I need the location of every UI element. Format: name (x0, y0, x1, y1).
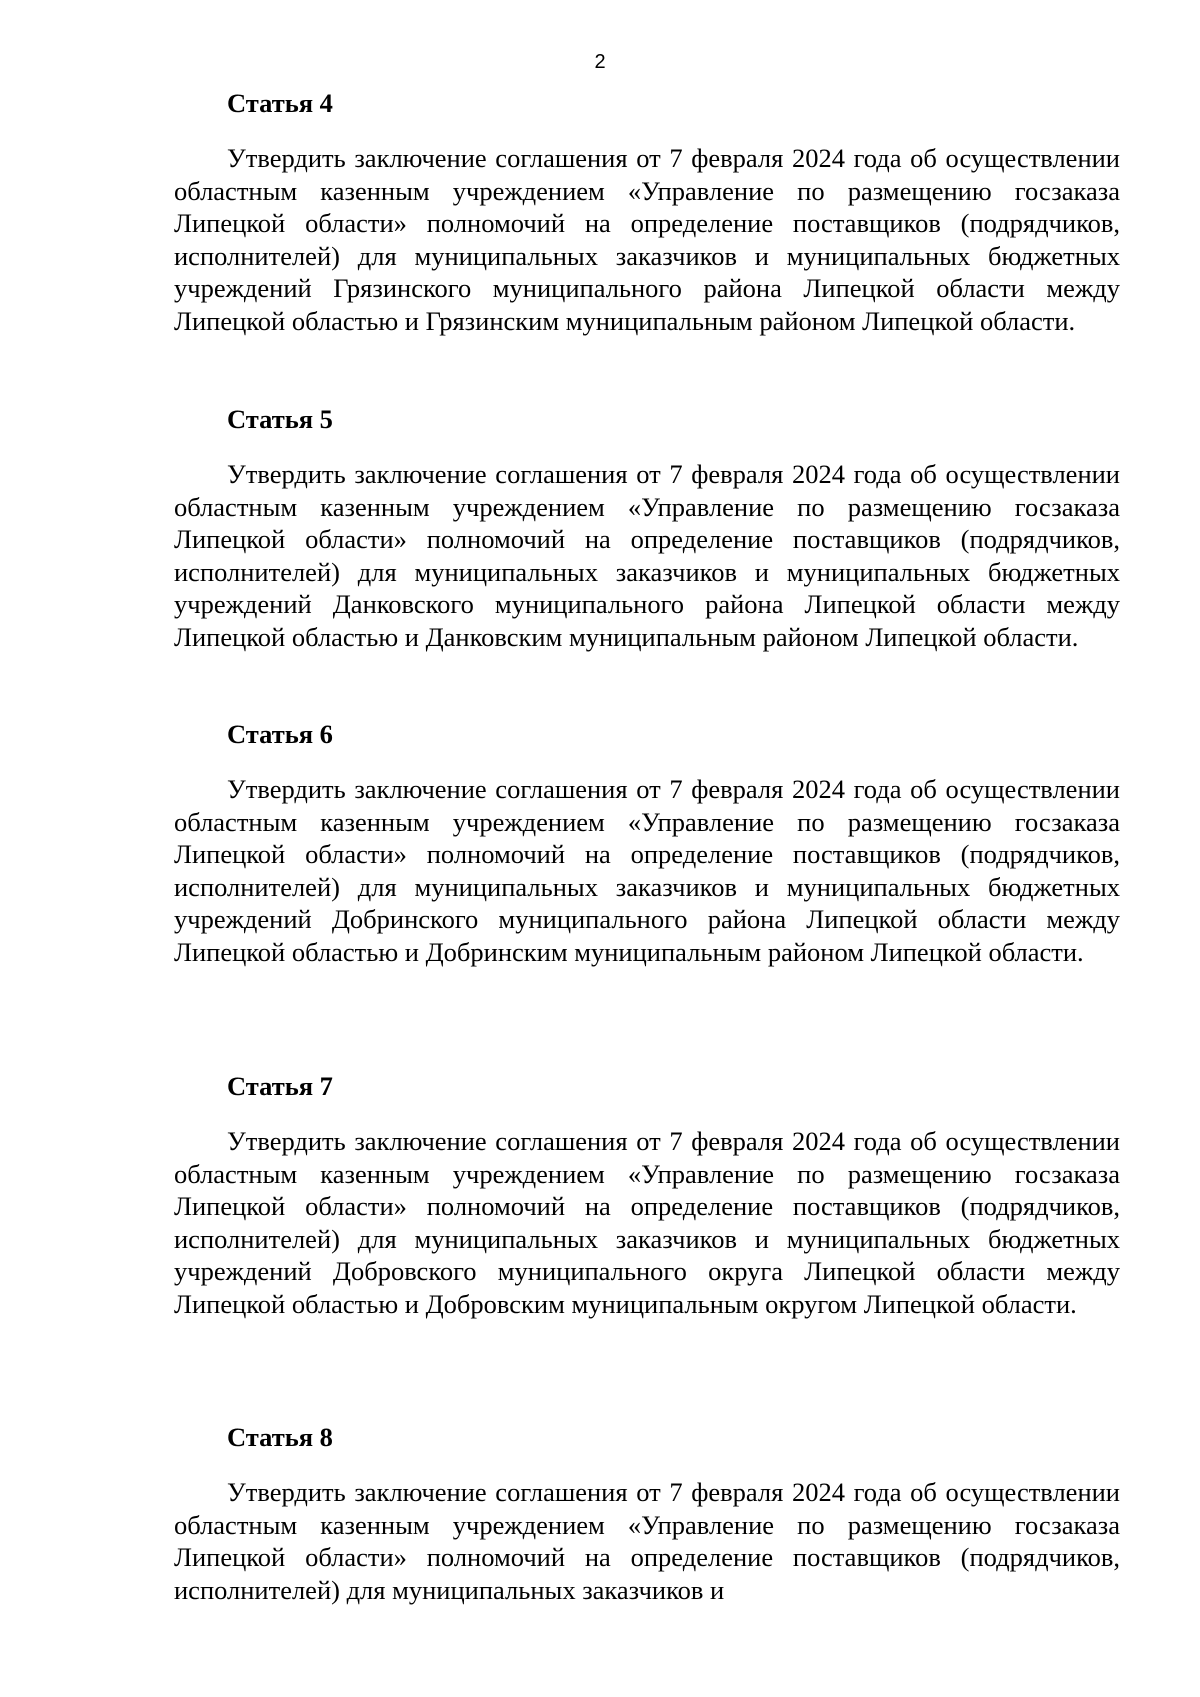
article-body: Утвердить заключение соглашения от 7 февраля 2024 года об осуществлении областным казенным учреждением «Управление по размещению госзаказа Липецкой области» полномочий на определение поставщиков (подрядчиков, исполнителей) для муниципальных заказчиков и (174, 1477, 1120, 1605)
article-4 (174, 88, 1120, 338)
article-body: Утвердить заключение соглашения от 7 февраля 2024 года об осуществлении областным казенным учреждением «Управление по размещению госзаказа Липецкой области» полномочий на определение поставщиков (подрядчиков, исполнителей) для муниципальных заказчиков и муниципальных бюджетных учреждений Данковского муниципального района Липецкой области между Липецкой областью и Данковским муниципальным районом Липецкой области. (174, 459, 1120, 652)
article-5 (174, 404, 1120, 654)
article-heading: Статья 7 (227, 1071, 333, 1101)
article-6 (174, 719, 1120, 969)
page-number: 2 (594, 51, 606, 73)
article-heading: Статья 8 (227, 1422, 333, 1452)
article-body: Утвердить заключение соглашения от 7 февраля 2024 года об осуществлении областным казенным учреждением «Управление по размещению госзаказа Липецкой области» полномочий на определение поставщиков (подрядчиков, исполнителей) для муниципальных заказчиков и муниципальных бюджетных учреждений Добровского муниципального округа Липецкой области между Липецкой областью и Добровским муниципальным округом Липецкой области. (174, 1126, 1120, 1319)
article-heading: Статья 5 (227, 404, 333, 434)
article-heading: Статья 6 (227, 719, 333, 749)
article-body: Утвердить заключение соглашения от 7 февраля 2024 года об осуществлении областным казенным учреждением «Управление по размещению госзаказа Липецкой области» полномочий на определение поставщиков (подрядчиков, исполнителей) для муниципальных заказчиков и муниципальных бюджетных учреждений Грязинского муниципального района Липецкой области между Липецкой областью и Грязинским муниципальным районом Липецкой области. (174, 143, 1120, 336)
article-heading: Статья 4 (227, 88, 333, 118)
article-7 (174, 1071, 1120, 1321)
article-8 (174, 1422, 1120, 1606)
article-body: Утвердить заключение соглашения от 7 февраля 2024 года об осуществлении областным казенным учреждением «Управление по размещению госзаказа Липецкой области» полномочий на определение поставщиков (подрядчиков, исполнителей) для муниципальных заказчиков и муниципальных бюджетных учреждений Добринского муниципального района Липецкой области между Липецкой областью и Добринским муниципальным районом Липецкой области. (174, 774, 1120, 967)
